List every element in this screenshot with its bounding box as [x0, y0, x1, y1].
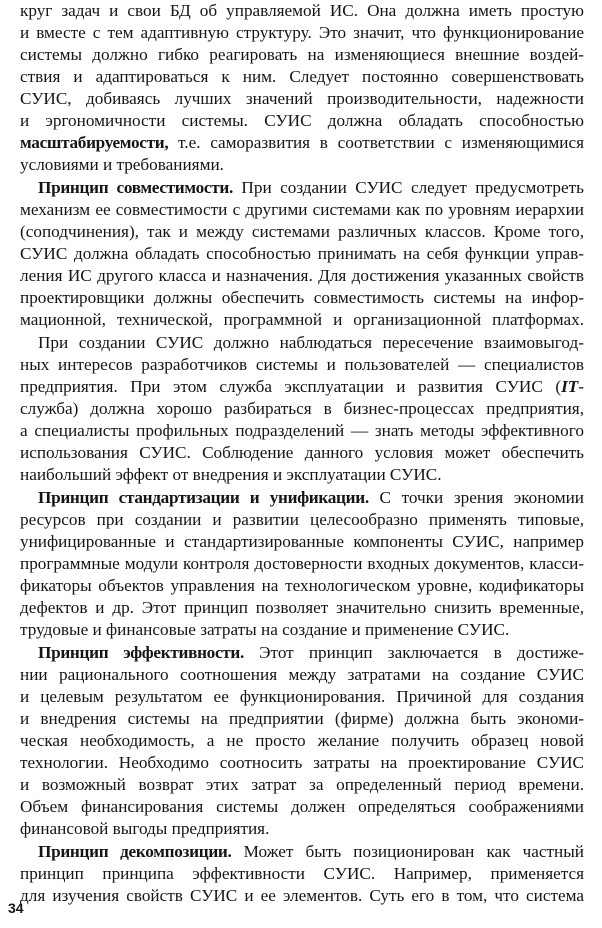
text-line: и внедрения системы на предприятии (фирме) должна быть экономи-	[20, 709, 584, 728]
section-heading: Принцип стандартизации и унификации.	[38, 488, 369, 507]
text-line: ления ИС другого класса и назначения. Для достижения указанных свойств	[20, 266, 584, 285]
text-line: фикаторы объектов управления на технологическом уровне, кодификаторы	[20, 576, 584, 595]
text-line: и вместе с тем адаптивную структуру. Это значит, что функционирование	[20, 23, 584, 42]
text-run: т.е. саморазвития в соответствии с изменяющимися	[168, 133, 584, 152]
text-line: СУИС должна обладать способностью принимать на себя функции управ-	[20, 244, 584, 263]
text-line: служба) должна хорошо разбираться в бизнес-процессах предприятия,	[20, 399, 584, 418]
text-line: ных интересов разработчиков системы и пользователей — специалистов	[20, 355, 584, 374]
text-line: ческая необходимость, а не просто желание получить образец новой	[20, 731, 584, 750]
text-line: использования СУИС. Соблюдение данного условия может обеспечить	[20, 443, 584, 462]
section-heading: Принцип декомпозиции.	[38, 842, 232, 861]
section-heading: Принцип эффективности.	[38, 643, 245, 662]
text-line: финансовой выгоды предприятия.	[20, 819, 270, 838]
text-line: нии рационального соотношения между затратами на создание СУИС	[20, 665, 584, 684]
text-line: ресурсов при создании и развитии целесообразно применять типовые,	[20, 510, 584, 529]
text-line: условиями и требованиями.	[20, 155, 224, 174]
text-line	[38, 177, 584, 199]
text-line: для изучения свойств СУИС и ее элементов. Суть его в том, что система	[20, 886, 584, 905]
text-line: системы должно гибко реагировать на изменяющиеся внешние воздей-	[20, 45, 584, 64]
text-line	[20, 132, 584, 154]
section-heading: Принцип совместимости.	[38, 178, 233, 197]
text-line: При создании СУИС должно наблюдаться пересечение взаимовыгод-	[38, 333, 584, 352]
text-line: проектировщики должны обеспечить совместимость системы на инфор-	[20, 288, 584, 307]
text-line: а специалисты профильных подразделений — знать методы эффективного	[20, 421, 584, 440]
text-line: (соподчинения), так и между системами различных классов. Кроме того,	[20, 222, 584, 241]
text-line	[38, 841, 584, 863]
text-line: технологии. Необходимо соотносить затраты на проектирование СУИС	[20, 753, 584, 772]
text-line: и эргономичности системы. СУИС должна обладать способностью	[20, 111, 584, 130]
text-line: и целевым результатом ее функционирования. Причиной для создания	[20, 687, 584, 706]
text-line: круг задач и свои БД об управляемой ИС. Она должна иметь простую	[20, 1, 584, 20]
text-run: предприятия. При этом служба эксплуатации и развития СУИС (	[20, 377, 562, 396]
text-line: СУИС, добиваясь лучших значений производительности, надежности	[20, 89, 584, 108]
text-line: ствия и адаптироваться к ним. Следует постоянно совершенствовать	[20, 67, 584, 86]
text-line: механизм ее совместимости с другими системами как по уровням иерархии	[20, 200, 584, 219]
text-line	[38, 487, 584, 509]
text-run: -	[578, 377, 584, 396]
text-run: С точки зрения экономии	[368, 488, 584, 507]
text-line: мационной, технической, программной и организационной платформах.	[20, 310, 584, 329]
text-run: Этот принцип заключается в достиже-	[244, 643, 584, 662]
text-line: трудовые и финансовые затраты на создание и применение СУИС.	[20, 620, 510, 639]
page-number: 34	[8, 900, 24, 916]
text-line: наибольший эффект от внедрения и эксплуатации СУИС.	[20, 465, 442, 484]
text-line: принцип принципа эффективности СУИС. Например, применяется	[20, 864, 584, 883]
text-line: программные модули контроля достоверности входных документов, класси-	[20, 554, 584, 573]
term-italic: IT	[561, 377, 579, 396]
text-line	[38, 642, 584, 664]
term-bold: масштабируемости,	[20, 133, 169, 152]
text-line: Объем финансирования системы должен определяться соображениями	[20, 797, 584, 816]
text-line	[20, 376, 584, 398]
text-run: При создании СУИС следует предусмотреть	[232, 178, 584, 197]
text-line: дефектов и др. Этот принцип позволяет значительно снизить временные,	[20, 598, 584, 617]
text-run: Может быть позиционирован как частный	[231, 842, 584, 861]
text-line: и возможный возврат этих затрат за определенный период времени.	[20, 775, 584, 794]
text-line: унифицированные и стандартизированные компоненты СУИС, например	[20, 532, 584, 551]
